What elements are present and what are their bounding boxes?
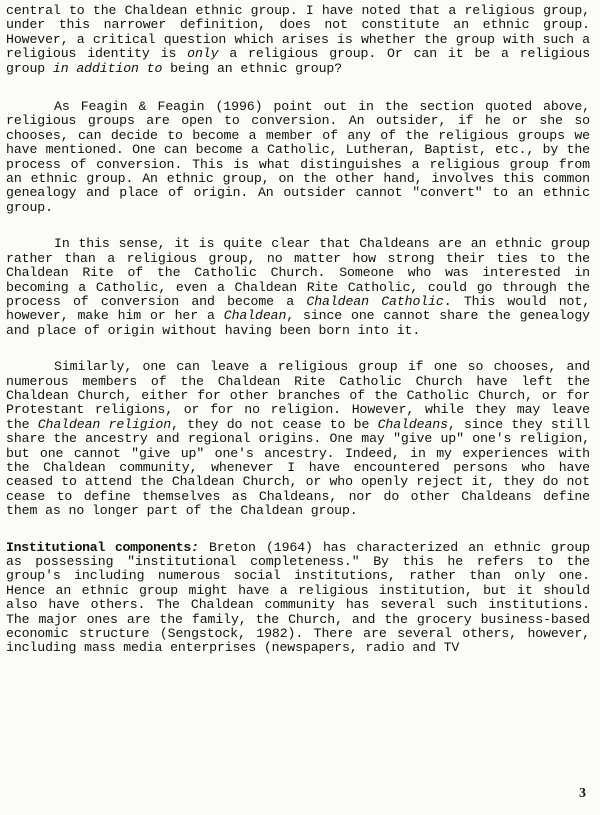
text-segment: Breton (1964) has characterized an ethnic group as possessing "institutional completeness." By this he refers to the group's including numerous social institutions, rather than only one. Hence an ethnic group might have a religious institution, but it should also have others. The Chaldean community has several such institutions. The major ones are the family, the Church, and the grocery business-based economic structure (Sengstock, 1982). There are several others, however, including mass media enterprises (newspapers, radio and TV [6,539,590,656]
italic-text: Chaldean Catholic [306,293,444,309]
text-segment: . This would not, however, make him or her a [6,293,591,324]
italic-text: in addition to [52,60,163,76]
italic-text: Chaldean religion [37,416,172,432]
text-segment: being an ethnic group? [162,60,343,76]
text-segment: , since they still share the ancestry and regional origins. One may "give up" one's religion, but one cannot "give up" one's ancestry. Indeed, in my experiences with the Chaldean community, whenever I have encountered persons who have ceased to attend the Chaldean Church, or who openly reject it, they do not cease to define themselves as Chaldeans, nor do other Chaldeans define them as no longer part of the Chaldean group. [6,416,590,519]
section-heading-colon: : [191,539,199,555]
text-segment: a religious group. Or can it be a religious group [6,46,591,76]
italic-text: Chaldeans [377,416,448,432]
text-segment: In this sense, it is quite clear that Chaldeans are an ethnic group rather than a religious group, no matter how strong their ties to the Chaldean Rite of the Catholic Church. Someone who was interested in becoming a Catholic, even a Chaldean Rite Catholic, could go through the process of conversion and become a [6,236,590,309]
document-body [6,4,590,678]
paragraph-3 [6,237,590,338]
text-segment: Similarly, one can leave a religious group if one so chooses, and numerous members of the Chaldean Rite Catholic Church have left the Chaldean Church, either for other branches of the Catholic Church, or for Protestant religions, or for no religion. However, while they may leave the [6,359,590,432]
paragraph-2 [6,100,590,215]
text-segment: , they do not cease to be [171,416,378,432]
page-number: 3 [579,786,586,801]
italic-text: only [187,46,219,62]
paragraph-5 [6,541,590,656]
paragraph-4 [6,360,590,518]
text-segment: As Feagin & Feagin (1996) point out in the section quoted above, religious groups are open to conversion. An outsider, if he or she so chooses, can decide to become a member of any of the religious groups we have mentioned. One can become a Catholic, Lutheran, Baptist, etc., by the process of conversion. This is what distinguishes a religious group from an ethnic group. An ethnic group, on the other hand, involves this common genealogy and place of origin. An outsider cannot "convert" to an ethnic group. [6,99,590,215]
text-segment: , since one cannot share the genealogy and place of origin without having been born into it. [6,308,590,338]
section-heading: Institutional components [6,539,192,555]
paragraph-1 [6,4,590,76]
italic-text: Chaldean [223,308,287,324]
text-segment: central to the Chaldean ethnic group. I have noted that a religious group, under this narrower definition, does not constitute an ethnic group. However, a critical question which arises is whether the group with such a religious identity is [6,3,590,62]
